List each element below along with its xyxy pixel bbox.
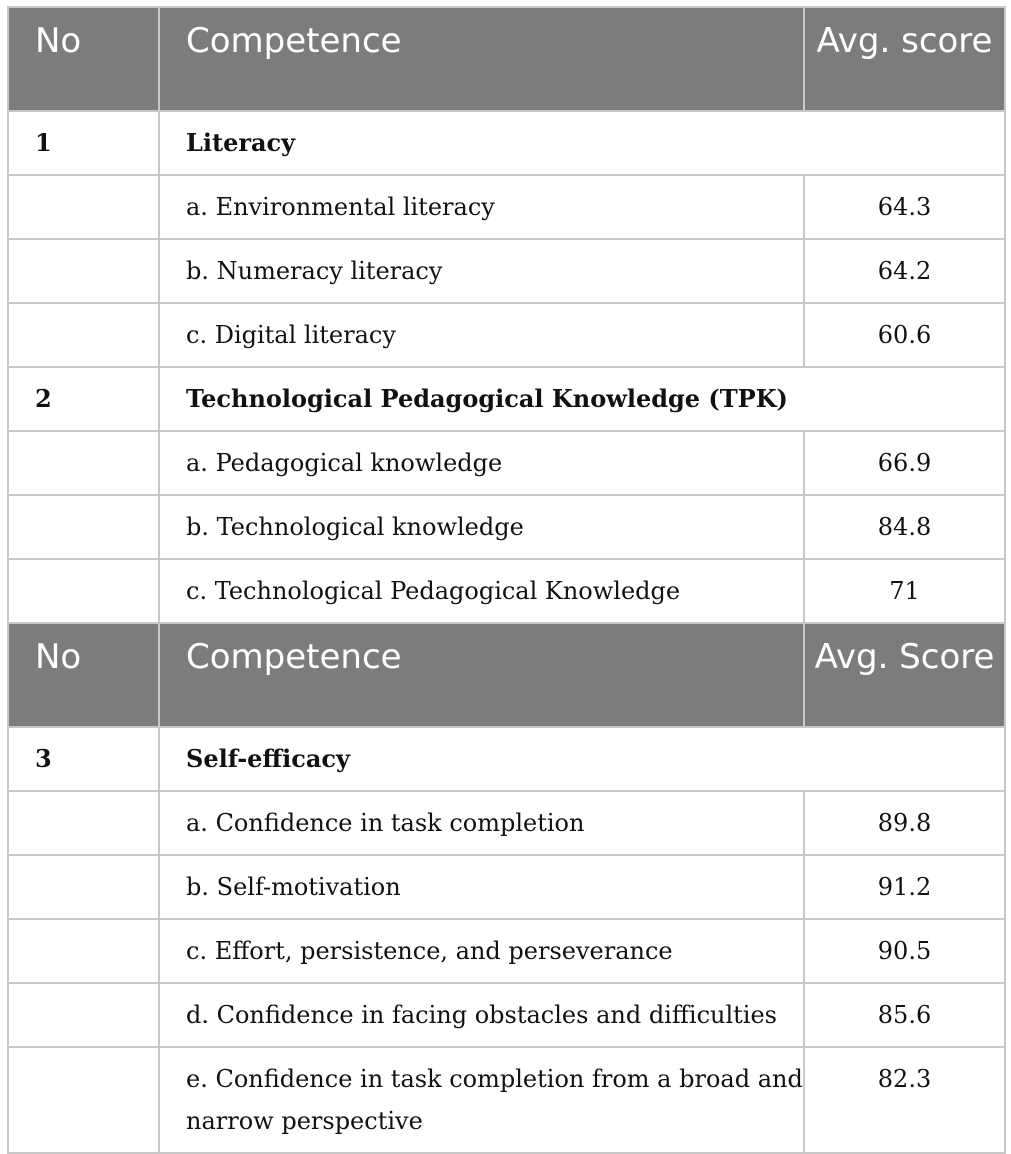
item-score: 64.3 xyxy=(804,175,1005,239)
item-label: a. Pedagogical knowledge xyxy=(159,431,804,495)
header-row xyxy=(8,623,1005,727)
item-label: e. Confidence in task completion from a broad and narrow perspective xyxy=(159,1047,804,1153)
item-score: 64.2 xyxy=(804,239,1005,303)
item-score: 91.2 xyxy=(804,855,1005,919)
header-competence: Competence xyxy=(159,623,804,727)
item-label: b. Self-motivation xyxy=(159,855,804,919)
table-row xyxy=(8,1047,1005,1153)
item-score: 60.6 xyxy=(804,303,1005,367)
item-label: c. Digital literacy xyxy=(159,303,804,367)
group-title: Self-efficacy xyxy=(159,727,1005,791)
empty-cell xyxy=(8,431,159,495)
item-label: b. Technological knowledge xyxy=(159,495,804,559)
header-row xyxy=(8,7,1005,111)
item-score: 84.8 xyxy=(804,495,1005,559)
table-row xyxy=(8,983,1005,1047)
item-score: 85.6 xyxy=(804,983,1005,1047)
empty-cell xyxy=(8,175,159,239)
header-score: Avg. score xyxy=(804,7,1005,111)
item-label: b. Numeracy literacy xyxy=(159,239,804,303)
group-row xyxy=(8,111,1005,175)
group-title: Technological Pedagogical Knowledge (TPK) xyxy=(159,367,1005,431)
header-score: Avg. Score xyxy=(804,623,1005,727)
table-row xyxy=(8,175,1005,239)
group-number: 2 xyxy=(8,367,159,431)
item-label: c. Technological Pedagogical Knowledge xyxy=(159,559,804,623)
item-label: d. Confidence in facing obstacles and difficulties xyxy=(159,983,804,1047)
item-score: 71 xyxy=(804,559,1005,623)
header-competence: Competence xyxy=(159,7,804,111)
item-label: c. Effort, persistence, and perseverance xyxy=(159,919,804,983)
empty-cell xyxy=(8,1047,159,1153)
empty-cell xyxy=(8,303,159,367)
empty-cell xyxy=(8,919,159,983)
group-row xyxy=(8,367,1005,431)
empty-cell xyxy=(8,855,159,919)
table-row xyxy=(8,791,1005,855)
table-row xyxy=(8,919,1005,983)
table-row xyxy=(8,303,1005,367)
empty-cell xyxy=(8,983,159,1047)
empty-cell xyxy=(8,239,159,303)
item-score: 66.9 xyxy=(804,431,1005,495)
table-row xyxy=(8,239,1005,303)
item-label: a. Environmental literacy xyxy=(159,175,804,239)
group-title: Literacy xyxy=(159,111,1005,175)
group-row xyxy=(8,727,1005,791)
competence-table xyxy=(7,6,1006,1154)
table-row xyxy=(8,855,1005,919)
item-score: 89.8 xyxy=(804,791,1005,855)
group-number: 1 xyxy=(8,111,159,175)
item-score: 82.3 xyxy=(804,1047,1005,1153)
item-label: a. Confidence in task completion xyxy=(159,791,804,855)
header-no: No xyxy=(8,7,159,111)
table-row xyxy=(8,431,1005,495)
table-row xyxy=(8,559,1005,623)
empty-cell xyxy=(8,791,159,855)
header-no: No xyxy=(8,623,159,727)
empty-cell xyxy=(8,559,159,623)
item-score: 90.5 xyxy=(804,919,1005,983)
table-row xyxy=(8,495,1005,559)
empty-cell xyxy=(8,495,159,559)
group-number: 3 xyxy=(8,727,159,791)
